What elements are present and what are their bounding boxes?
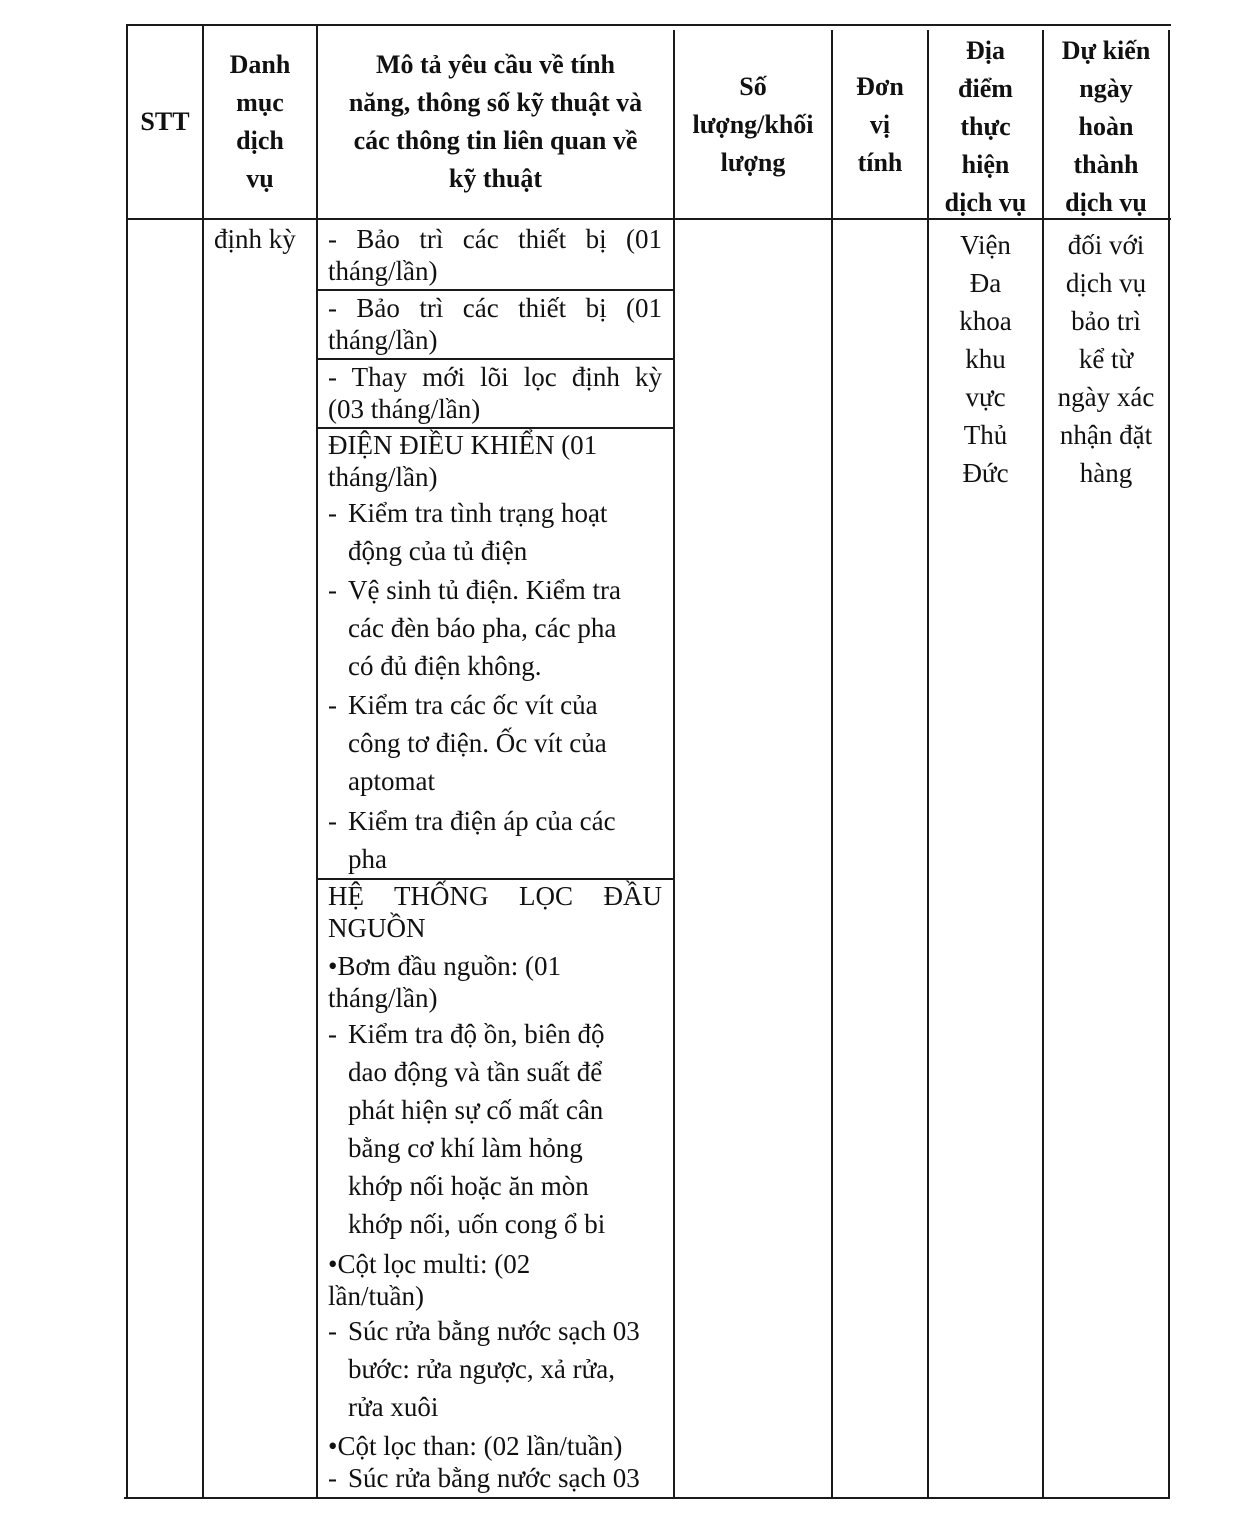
- header-du-kien-line: ngày: [1079, 74, 1133, 103]
- header-du-kien-line: Dự kiến: [1061, 36, 1151, 65]
- item-line: bằng cơ khí làm hỏng: [348, 1133, 583, 1163]
- dia-diem-line: Thủ: [963, 420, 1008, 450]
- row-du-kien: [1044, 226, 1168, 492]
- col-border-0: [126, 24, 128, 1499]
- dia-diem-line: Đức: [962, 458, 1009, 488]
- desc-cell-5-sub: •Bơm đầu nguồn: (01: [328, 951, 561, 981]
- header-so-luong: [675, 32, 831, 218]
- item-line: động của tủ điện: [348, 536, 528, 566]
- header-du-kien-line: dịch vụ: [1065, 188, 1147, 217]
- du-kien-line: dịch vụ: [1065, 268, 1147, 298]
- desc-cell-4-item: - Kiểm tra điện áp của các pha: [328, 802, 662, 878]
- header-mo-ta-line: năng, thông số kỹ thuật và: [348, 88, 643, 117]
- header-du-kien-line: thành: [1073, 150, 1139, 179]
- header-so-luong-line: lượng/khối: [692, 110, 814, 139]
- item-line: khớp nối hoặc ăn mòn: [348, 1171, 589, 1201]
- desc-cell-4-item: - Kiểm tra các ốc vít của công tơ điện. Ốc vít của aptomat: [328, 686, 662, 800]
- header-mo-ta-line: các thông tin liên quan về: [353, 126, 638, 155]
- item-line: phát hiện sự cố mất cân: [348, 1095, 604, 1125]
- desc-cell-5-sub: tháng/lần): [328, 983, 438, 1013]
- du-kien-line: ngày xác: [1057, 382, 1155, 412]
- desc-cell-3-line: (03 tháng/lần): [328, 394, 481, 424]
- header-du-kien: [1044, 32, 1168, 222]
- header-don-vi: [833, 32, 927, 218]
- desc-cell-1-line: - Bảo trì các thiết bị (01: [328, 224, 662, 254]
- header-don-vi-line: tính: [857, 148, 903, 177]
- item-line: Vệ sinh tủ điện. Kiểm tra: [348, 575, 621, 605]
- header-dia-diem-line: điểm: [958, 74, 1013, 103]
- desc-cell-1-line: tháng/lần): [328, 256, 438, 286]
- header-don-vi-line: vị: [869, 110, 891, 139]
- du-kien-line: kể từ: [1078, 344, 1134, 374]
- header-danh-muc-line: Danh: [229, 50, 291, 79]
- header-mo-ta-line: kỹ thuật: [448, 164, 543, 193]
- item-line: Kiểm tra các ốc vít của: [348, 690, 598, 720]
- desc-cell-2-line: tháng/lần): [328, 325, 438, 355]
- header-so-luong-line: lượng: [720, 148, 786, 177]
- item-line: bước: rửa ngược, xả rửa,: [348, 1354, 615, 1384]
- header-dia-diem: [929, 32, 1042, 222]
- item-line: khớp nối, uốn cong ổ bi: [348, 1209, 606, 1239]
- desc-cell-4-title: tháng/lần): [328, 462, 438, 492]
- col-border-3: [673, 30, 675, 1499]
- desc-cell-5-item: - Kiểm tra độ ồn, biên độ dao động và tần suất để phát hiện sự cố mất cân bằng cơ khí làm hỏng khớp nối hoặc ăn mòn khớp nối, uốn cong ổ bi: [328, 1015, 662, 1243]
- cell-divider-2: [316, 358, 675, 360]
- col-border-7: [1168, 30, 1170, 1499]
- item-line: công tơ điện. Ốc vít của: [348, 728, 607, 758]
- row-danh-muc: định kỳ: [214, 224, 296, 254]
- item-line: Súc rửa bằng nước sạch 03: [348, 1463, 640, 1493]
- header-don-vi-line: Đơn: [856, 72, 904, 101]
- desc-cell-4-item: - Vệ sinh tủ điện. Kiểm tra các đèn báo pha, các pha có đủ điện không.: [328, 571, 662, 685]
- dia-diem-line: khoa: [959, 306, 1012, 336]
- desc-cell-5-sub: •Cột lọc than: (02 lần/tuần): [328, 1431, 623, 1461]
- desc-cell-5-title: NGUỒN: [328, 913, 426, 943]
- desc-cell-4-item: - Kiểm tra tình trạng hoạt động của tủ điện: [328, 494, 662, 570]
- header-mo-ta: [318, 26, 673, 218]
- item-line: aptomat: [348, 766, 435, 796]
- header-so-luong-line: Số: [739, 72, 767, 101]
- col-border-2: [316, 24, 318, 1499]
- desc-cell-4-title: ĐIỆN ĐIỀU KHIỂN (01: [328, 430, 598, 460]
- desc-cell-5-title: HỆ THỐNG LỌC ĐẦU: [328, 881, 662, 911]
- du-kien-line: bảo trì: [1071, 306, 1141, 336]
- desc-cell-5-sub: •Cột lọc multi: (02: [328, 1249, 531, 1279]
- item-line: Súc rửa bằng nước sạch 03: [348, 1316, 640, 1346]
- item-line: pha: [348, 844, 387, 874]
- header-danh-muc-line: mục: [236, 88, 284, 117]
- header-dia-diem-line: dịch vụ: [944, 188, 1027, 217]
- row-dia-diem: [929, 226, 1042, 492]
- item-line: Kiểm tra độ ồn, biên độ: [348, 1019, 605, 1049]
- du-kien-line: đối với: [1067, 230, 1145, 260]
- desc-cell-2-line: - Bảo trì các thiết bị (01: [328, 293, 662, 323]
- dia-diem-line: khu: [965, 344, 1006, 374]
- col-border-4: [831, 30, 833, 1499]
- header-dia-diem-line: thực: [960, 112, 1011, 141]
- desc-cell-3-line: - Thay mới lõi lọc định kỳ: [328, 362, 662, 392]
- du-kien-line: hàng: [1079, 458, 1133, 488]
- header-danh-muc: [204, 26, 316, 218]
- item-line: có đủ điện không.: [348, 651, 542, 681]
- item-line: Kiểm tra tình trạng hoạt: [348, 498, 608, 528]
- header-mo-ta-line: Mô tả yêu cầu về tính: [375, 50, 616, 79]
- header-du-kien-line: hoàn: [1078, 112, 1134, 141]
- header-stt: [128, 26, 202, 218]
- item-line: dao động và tần suất để: [348, 1057, 603, 1087]
- item-line: Kiểm tra điện áp của các: [348, 806, 616, 836]
- du-kien-line: nhận đặt: [1059, 420, 1153, 450]
- cell-divider-1: [316, 289, 675, 291]
- header-dia-diem-line: Địa: [966, 36, 1005, 65]
- dia-diem-line: vực: [965, 382, 1006, 412]
- table-bottom-border: [124, 1497, 1169, 1499]
- dia-diem-line: Đa: [969, 268, 1002, 298]
- desc-cell-5-sub: lần/tuần): [328, 1281, 424, 1311]
- col-border-1: [202, 24, 204, 1499]
- dia-diem-line: Viện: [960, 230, 1011, 260]
- item-line: rửa xuôi: [348, 1392, 439, 1422]
- header-stt-text: STT: [140, 107, 190, 136]
- item-line: các đèn báo pha, các pha: [348, 613, 617, 643]
- desc-cell-5-item: - Súc rửa bằng nước sạch 03: [328, 1459, 662, 1497]
- header-danh-muc-line: dịch: [236, 126, 284, 155]
- header-dia-diem-line: hiện: [961, 150, 1010, 179]
- header-danh-muc-line: vụ: [246, 164, 274, 193]
- desc-cell-5-item: - Súc rửa bằng nước sạch 03 bước: rửa ngược, xả rửa, rửa xuôi: [328, 1312, 662, 1426]
